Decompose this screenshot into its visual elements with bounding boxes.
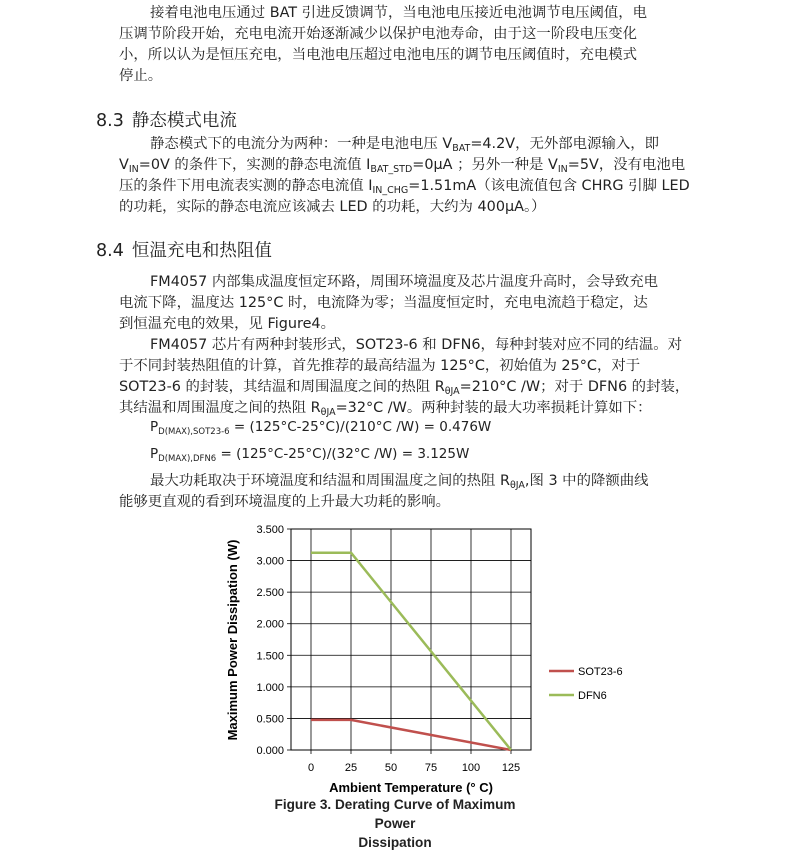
subscript: D(MAX),SOT23-6 [158,427,230,437]
text: P [150,446,159,462]
text: =0V 的条件下，实测的静态电流值 I [138,157,371,173]
text: =32°C /W。两种封装的最大功率损耗计算如下： [335,400,652,416]
text: 静态模式下的电流分为两种：一种是电池电压 V [150,136,453,152]
text: =5V，没有电池电 [567,157,686,173]
subscript: θJA [320,407,336,418]
chart-grid [291,529,531,750]
section-title: 恒温充电和热阻值 [131,241,272,261]
y-tick-label: 3.000 [256,555,284,568]
text: =210°C /W；对于 DFN6 的封装， [459,379,690,395]
y-tick-label: 0.000 [256,745,284,757]
y-axis-label: Maximum Power Dissipation (W) [225,539,240,741]
x-tick-label: 75 [424,762,438,774]
para-line: 的功耗，实际的静态电流应该减去 LED 的功耗，大约为 400μA。） [119,199,546,215]
legend-label-sot23-6: SOT23-6 [578,666,623,678]
series-line-sot23-6 [311,720,511,750]
text: =4.2V，无外部电源输入，即 [470,136,660,152]
caption-line-2: Dissipation [358,835,432,850]
x-tick-label: 100 [461,762,481,774]
para-line: FM4057 芯片有两种封装形式，SOT23-6 和 DFN6，每种封装对应不同的结温。对 [150,337,682,353]
intro-line-1: 接着电池电压通过 BAT 引进反馈调节，当电池电压接近电池调节电压阈值，电 [150,5,648,21]
y-tick-label: 0.500 [256,713,284,726]
plot-frame [291,529,531,750]
chart-legend [549,666,623,702]
y-tick-label: 3.500 [256,524,284,536]
section-number: 8.3 [96,111,124,131]
figure-caption [260,795,530,852]
text: =0μA ；另外一种是 V [412,157,558,173]
subscript: θJA [444,386,460,397]
subscript: IN_CHG [372,185,409,196]
para-line: 于不同封装热阻值的计算，首先推荐的最高结温为 125°C，初始值为 25°C，对于 [119,358,641,374]
x-tick-label: 0 [307,762,315,774]
intro-line-2: 压调节阶段开始，充电电流开始逐渐减少以保护电池寿命，由于这一阶段电压变化 [119,26,638,42]
subscript: BAT [452,143,471,154]
para-line: FM4057 内部集成温度恒定环路，周围环境温度及芯片温度升高时，会导致充电 [150,274,659,290]
text: =1.51mA（该电流值包含 CHRG 引脚 LED [408,178,690,194]
subscript: IN [128,164,139,175]
chart-series [311,553,511,750]
subscript: BAT_STD [370,164,413,175]
para-line: 能够更直观的看到环境温度的上升最大功耗的影响。 [119,494,450,510]
para-line: 到恒温充电的效果，见 Figure4。 [119,316,335,332]
text: ,图 3 中的降额曲线 [524,473,649,489]
y-tick-label: 2.000 [256,618,284,631]
subscript: θJA [509,480,525,491]
section-title: 静态模式电流 [131,111,237,131]
legend-label-dfn6: DFN6 [578,690,607,702]
x-axis-label: Ambient Temperature (° C) [329,780,493,795]
text: 最大功耗取决于环境温度和结温和周围温度之间的热阻 R [150,473,510,489]
y-tick-label: 2.500 [256,587,284,600]
subscript: D(MAX),DFN6 [158,454,217,464]
text: P [150,419,159,435]
chart-labels [225,524,520,795]
text: V [119,157,129,173]
caption-line-1: Figure 3. Derating Curve of Maximum Power [274,797,516,831]
para-line: 电流下降，温度达 125°C 时，电流降为零；当温度恒定时，充电电流趋于稳定，达 [119,295,648,311]
text: = (125°C-25°C)/(32°C /W) = 3.125W [216,446,470,462]
y-tick-label: 1.000 [256,681,284,694]
text: = (125°C-25°C)/(210°C /W) = 0.476W [229,419,492,435]
subscript: IN [557,164,568,175]
text: SOT23-6 的封装，其结温和周围温度之间的热阻 R [119,379,445,395]
text: 其结温和周围温度之间的热阻 R [119,400,321,416]
section-number: 8.4 [96,241,124,261]
x-tick-label: 25 [344,762,358,774]
intro-line-3: 小，所以认为是恒压充电，当电池电压超过电池电压的调节电压阈值时，充电模式 [119,47,638,63]
x-tick-label: 125 [501,762,521,774]
y-tick-label: 1.500 [256,650,284,663]
x-tick-label: 50 [384,762,398,774]
text: 压的条件下用电流表实测的静态电流值 I [119,178,373,194]
intro-line-4: 停止。 [119,68,163,84]
